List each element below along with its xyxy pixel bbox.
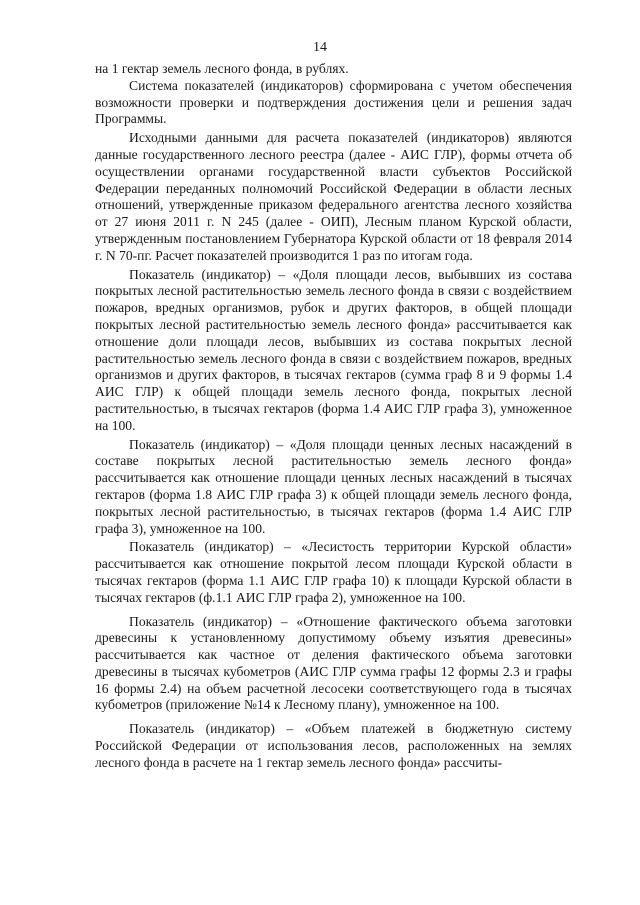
paragraph: на 1 гектар земель лесного фонда, в рублях. [95,61,349,76]
paragraph: Показатель (индикатор) – «Доля площади лесов, выбывших из состава покрытых лесной растительностью земель лесного фонда в связи с воздействием пожаров, вредных организмов, рубок и других факторов, в общей площади покрытых лесной растительностью земель лесного фонда» рассчитывается как отношение доли площади лесов, выбывших из состава покрытых лесной растительностью земель лесного фонда в связи с воздействием пожаров, вредных организмов и других факторов, в тысячах гектаров (сумма граф 8 и 9 формы 1.4 АИС ГЛР) к общей площади земель лесного фонда, покрытых лесной растительностью, в тысячах гектаров (форма 1.4 АИС ГЛР графа 3), умноженное на 100. [95,266,572,433]
paragraph: Исходными данными для расчета показателей (индикаторов) являются данные государственного лесного реестра (далее - АИС ГЛР), формы отчета об осуществлении органами государственной власти субъектов Российской Федерации переданных полномочий Российской Федерации в области лесных отношений, утвержденные приказом федерального агентства лесного хозяйства от 27 июня 2011 г. N 245 (далее - ОИП), Лесным планом Курской области, утвержденным постановлением Губернатора Курской области от 18 февраля 2014 г. N 70-пг. Расчет показателей производится 1 раз по итогам года. [95,130,572,263]
paragraph: Система показателей (индикаторов) сформирована с учетом обеспечения возможности проверки и подтверждения достижения цели и решения задач Программы. [95,77,572,127]
paragraph: Показатель (индикатор) – «Доля площади ценных лесных насаждений в составе покрытых лесной растительностью земель лесного фонда» рассчитывается как отношение площади ценных лесных насаждений в тысячах гектаров (форма 1.8 АИС ГЛР графа 3) к общей площади земель лесного фонда, покрытых лесной растительностью, в тысячах гектаров (форма 1.4 АИС ГЛР графа 3), умноженное на 100. [95,436,572,536]
paragraph: Показатель (индикатор) – «Объем платежей в бюджетную систему Российской Федерации от использования лесов, расположенных на землях лесного фонда в расчете на 1 гектар земель лесного фонда» рассчиты- [95,721,572,770]
body-text [95,61,572,772]
page-number: 14 [313,40,327,55]
paragraph: Показатель (индикатор) – «Лесистость территории Курской области» рассчитывается как отношение покрытой лесом площади Курской области в тысячах гектаров (форма 1.1 АИС ГЛР графа 10) к площади Курской области в тысячах гектаров (ф.1.1 АИС ГЛР графа 2), умноженное на 100. [95,539,572,605]
paragraph: Показатель (индикатор) – «Отношение фактического объема заготовки древесины к установленному допустимому объему изъятия древесины» рассчитывается как частное от деления фактического объема заготовки древесины в тысячах кубометров (АИС ГЛР сумма графы 12 формы 2.3 и графы 16 формы 2.4) на объем расчетной лесосеки соответствующего года в тысячах кубометров (приложение №14 к Лесному плану), умноженное на 100. [95,613,572,713]
